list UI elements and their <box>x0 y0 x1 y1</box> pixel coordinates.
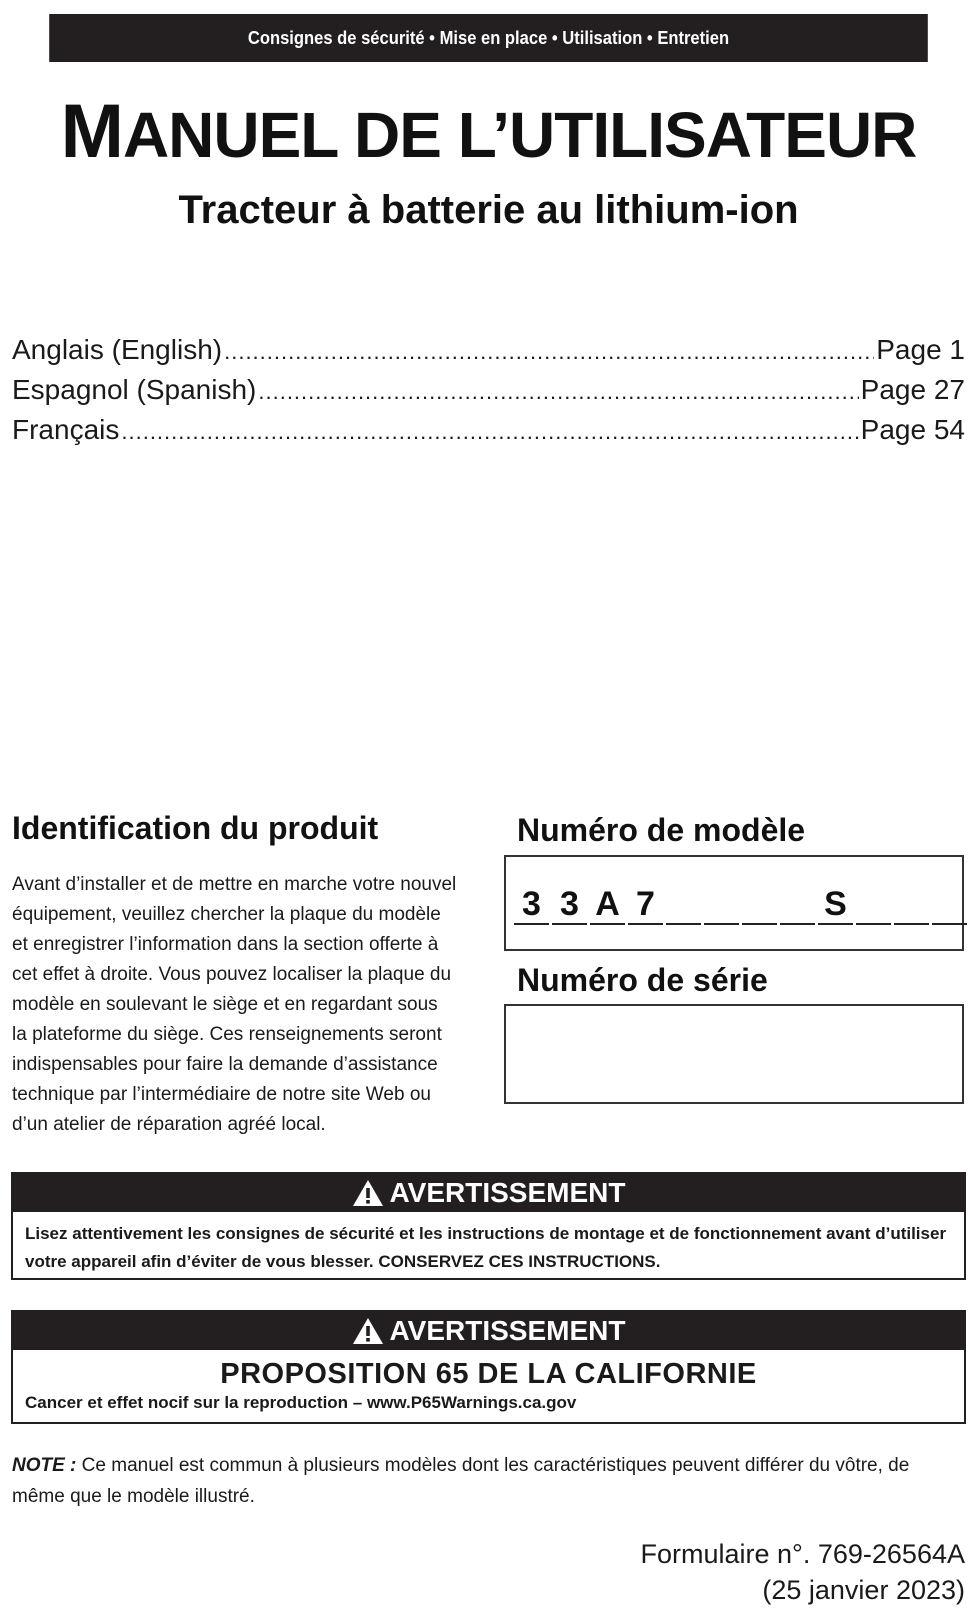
model-char-slot: 3 <box>552 885 587 925</box>
model-char-slot <box>666 885 701 925</box>
prop65-text: Cancer et effet nocif sur la reproduction – www.P65Warnings.ca.gov <box>25 1393 577 1412</box>
toc-page: Page 54 <box>860 414 965 445</box>
safety-warning-box <box>11 1172 966 1280</box>
page-subtitle: Tracteur à batterie au lithium-ion <box>178 188 799 232</box>
table-of-contents <box>12 334 965 454</box>
model-char-slot <box>742 885 777 925</box>
toc-entry-english[interactable] <box>12 334 965 374</box>
model-char-slot: S <box>818 885 853 925</box>
warning-triangle-icon <box>352 1179 384 1207</box>
model-char-slot: 3 <box>514 885 549 925</box>
form-date: (25 janvier 2023) <box>762 1575 965 1605</box>
model-char-slot <box>932 885 967 925</box>
toc-label: Anglais (English) <box>12 334 223 365</box>
form-info <box>641 1536 965 1608</box>
toc-leader-dots <box>258 379 858 405</box>
model-number-label: Numéro de modèle <box>517 812 806 848</box>
product-identification-text: Avant d’installer et de mettre en marche votre nouvel équipement, veuillez chercher la plaque du modèle et enregistrer l’information dans la section offerte à cet effet à droite. Vous pouvez localiser la plaque du modèle en soulevant le siège et en regardant sous la plateforme du siège. Ces renseignements seront indispensables pour faire la demande d’assistance technique par l’intermédiaire de notre site Web ou d’un atelier de réparation agréé local. <box>12 874 457 1135</box>
form-number: Formulaire n°. 769-26564A <box>640 1539 965 1569</box>
toc-entry-french[interactable] <box>12 414 965 454</box>
toc-page: Page 27 <box>860 374 965 405</box>
toc-entry-spanish[interactable] <box>12 374 965 414</box>
warning-header <box>13 1312 964 1350</box>
note-paragraph <box>12 1450 962 1512</box>
model-number-slots <box>514 885 967 925</box>
model-char-slot: A <box>590 885 625 925</box>
toc-leader-dots <box>121 419 858 445</box>
model-char-slot <box>894 885 929 925</box>
serial-number-label: Numéro de série <box>517 962 768 998</box>
toc-leader-dots <box>224 339 874 365</box>
toc-page: Page 1 <box>876 334 965 365</box>
note-text: Ce manuel est commun à plusieurs modèles dont les caractéristiques peuvent différer du vôtre, de même que le modèle illustré. <box>12 1455 910 1507</box>
header-bar-text: Consignes de sécurité • Mise en place • Utilisation • Entretien <box>247 27 730 48</box>
model-char-slot <box>856 885 891 925</box>
model-number-field[interactable] <box>504 855 964 951</box>
warning-heading: AVERTISSEMENT <box>389 1177 626 1208</box>
toc-label: Espagnol (Spanish) <box>12 374 257 405</box>
serial-number-field[interactable] <box>504 1004 964 1104</box>
section-header-bar <box>49 14 928 62</box>
prop65-warning-box <box>11 1310 966 1424</box>
prop65-title: PROPOSITION 65 DE LA CALIFORNIE <box>220 1358 757 1390</box>
model-char-slot <box>780 885 815 925</box>
page-title <box>0 88 977 175</box>
title-rest: ANUEL DE L’UTILISATEUR <box>122 99 917 171</box>
warning-header <box>13 1174 964 1212</box>
warning-triangle-icon <box>352 1317 384 1345</box>
title-initial: M <box>60 89 123 174</box>
product-identification-heading: Identification du produit <box>12 810 379 846</box>
warning-text: Lisez attentivement les consignes de sécurité et les instructions de montage et de fonctionnement avant d’utiliser votre appareil afin d’éviter de vous blesser. CONSERVEZ CES INSTRUCTIONS. <box>25 1224 947 1271</box>
model-char-slot <box>704 885 739 925</box>
model-char-slot: 7 <box>628 885 663 925</box>
note-label: NOTE : <box>12 1455 77 1476</box>
toc-label: Français <box>12 414 120 445</box>
warning-heading: AVERTISSEMENT <box>389 1315 626 1346</box>
